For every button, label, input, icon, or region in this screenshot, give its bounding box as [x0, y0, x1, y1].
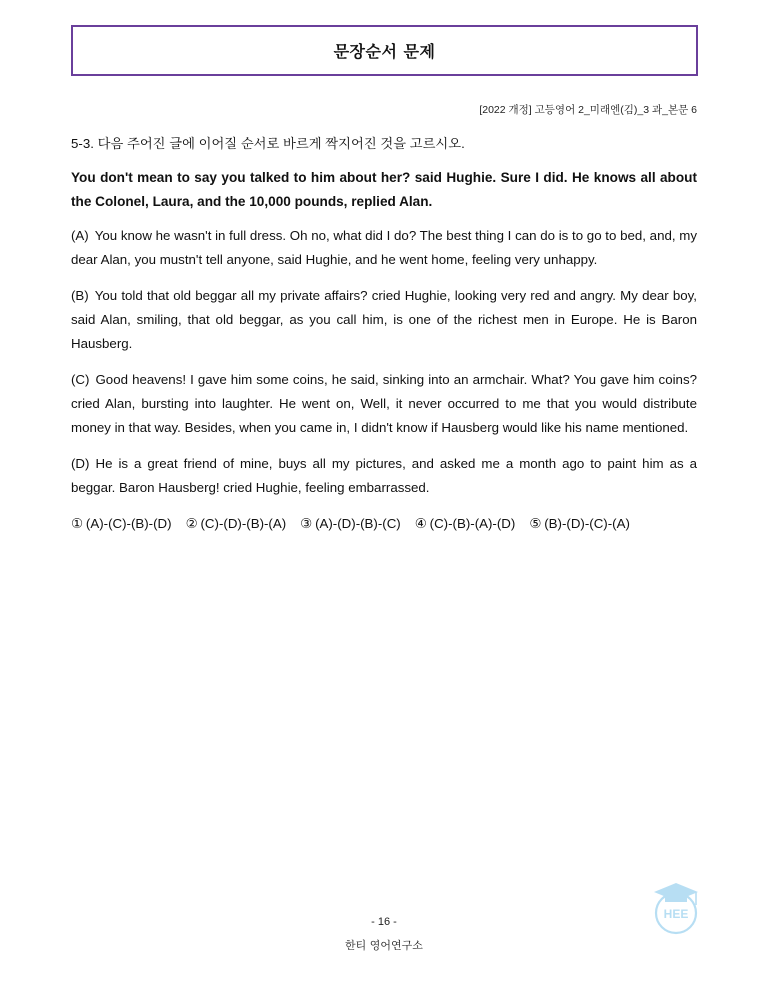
page-number: - 16 -	[371, 916, 397, 928]
paragraph-label: (A)	[71, 228, 89, 243]
question-block	[71, 132, 697, 536]
choice-text: (C)-(B)-(A)-(D)	[429, 516, 516, 531]
choice-5[interactable]	[529, 512, 630, 536]
choice-number: ③	[300, 516, 313, 531]
paragraph-text: You know he wasn't in full dress. Oh no, what did I do? The best thing I can do is to go to bed, and, my dear Alan, you mustn't tell anyone, said Hughie, and he went home, feeling very unhappy.	[71, 228, 697, 267]
paragraph-c	[71, 368, 697, 440]
page-title: 문장순서 문제	[333, 42, 436, 61]
paragraph-text: You told that old beggar all my private affairs? cried Hughie, looking very red and angry. My dear boy, said Alan, smiling, that old beggar, as you call him, is one of the richest men in Europe. He is Baron Hausberg.	[71, 288, 697, 351]
choice-number: ⑤	[529, 516, 542, 531]
answer-choices	[71, 512, 697, 536]
logo-text: HEE	[663, 907, 689, 921]
choice-1[interactable]	[71, 512, 172, 536]
choice-number: ④	[414, 516, 427, 531]
choice-number: ②	[185, 516, 198, 531]
paragraph-label: (B)	[71, 288, 89, 303]
paragraph-b	[71, 284, 697, 356]
paragraph-a	[71, 224, 697, 272]
choice-2[interactable]	[186, 512, 287, 536]
choice-4[interactable]	[415, 512, 516, 536]
choice-text: (A)-(C)-(B)-(D)	[85, 516, 172, 531]
choice-3[interactable]	[300, 512, 401, 536]
source-label: [2022 개정] 고등영어 2_미래엔(김)_3 과_본문 6	[479, 104, 697, 116]
paragraph-text: Good heavens! I gave him some coins, he said, sinking into an armchair. What? You gave him coins? cried Alan, bursting into laughter. He went on, Well, it never occurred to me that you would distribute money in that way. Besides, when you came in, I didn't know if Hausberg would like his name mentioned.	[71, 372, 697, 435]
organization-name: 한티 영어연구소	[345, 939, 423, 952]
title-box	[71, 25, 698, 76]
choice-text: (A)-(D)-(B)-(C)	[315, 516, 401, 531]
paragraph-label: (D)	[71, 456, 90, 471]
paragraph-d	[71, 452, 697, 500]
paragraph-text: He is a great friend of mine, buys all my pictures, and asked me a month ago to paint him as a beggar. Baron Hausberg! cried Hughie, feeling embarrassed.	[71, 456, 697, 495]
graduation-cap-icon	[648, 877, 704, 939]
paragraph-label: (C)	[71, 372, 90, 387]
choice-number: ①	[71, 516, 83, 531]
question-prompt: 5-3. 다음 주어진 글에 이어질 순서로 바르게 짝지어진 것을 고르시오.	[71, 136, 465, 151]
choice-text: (B)-(D)-(C)-(A)	[544, 516, 630, 531]
given-passage: You don't mean to say you talked to him about her? said Hughie. Sure I did. He knows all about the Colonel, Laura, and the 10,000 pounds, replied Alan.	[71, 170, 697, 209]
choice-text: (C)-(D)-(B)-(A)	[200, 516, 287, 531]
